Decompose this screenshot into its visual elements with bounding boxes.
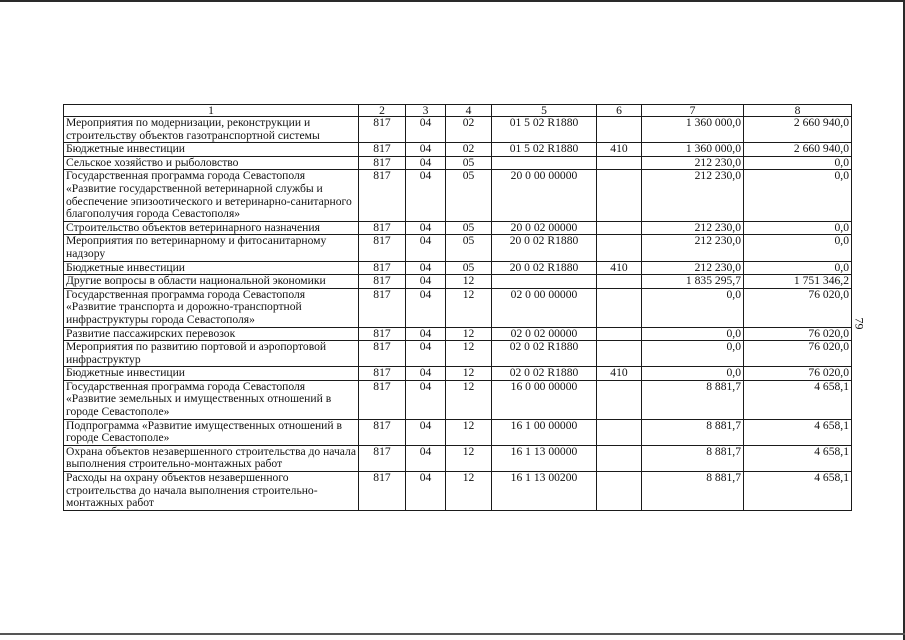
row-name: Расходы на охрану объектов незавершенного строительства до начала выполнения строительно-монтажных работ — [64, 472, 359, 511]
row-amount-1: 212 230,0 — [642, 156, 744, 170]
row-target-code: 16 1 00 00000 — [492, 419, 597, 445]
row-amount-2: 4 658,1 — [744, 472, 852, 511]
header-cell-2: 2 — [359, 105, 406, 117]
row-amount-2: 0,0 — [744, 170, 852, 221]
header-cell-8: 8 — [744, 105, 852, 117]
row-name: Бюджетные инвестиции — [64, 143, 359, 157]
header-cell-6: 6 — [597, 105, 642, 117]
row-expense-type — [597, 288, 642, 327]
row-subsection-code: 12 — [446, 288, 492, 327]
row-ministry-code: 817 — [359, 156, 406, 170]
row-section-code: 04 — [406, 327, 446, 341]
row-section-code: 04 — [406, 143, 446, 157]
row-amount-1: 8 881,7 — [642, 472, 744, 511]
row-name: Охрана объектов незавершенного строительства до начала выполнения строительно-монтажных работ — [64, 445, 359, 471]
row-ministry-code: 817 — [359, 170, 406, 221]
row-expense-type — [597, 235, 642, 261]
row-target-code: 16 1 13 00200 — [492, 472, 597, 511]
row-name: Государственная программа города Севастополя «Развитие государственной ветеринарной службы и обеспечение эпизоотического и ветеринарно-санитарного благополучия города Севастополя» — [64, 170, 359, 221]
row-section-code: 04 — [406, 221, 446, 235]
row-ministry-code: 817 — [359, 235, 406, 261]
table-row — [64, 380, 852, 419]
row-amount-2: 0,0 — [744, 156, 852, 170]
row-target-code: 20 0 00 00000 — [492, 170, 597, 221]
row-section-code: 04 — [406, 367, 446, 381]
row-ministry-code: 817 — [359, 261, 406, 275]
row-target-code — [492, 156, 597, 170]
table-row — [64, 288, 852, 327]
budget-table — [63, 104, 852, 511]
row-amount-1: 8 881,7 — [642, 380, 744, 419]
row-amount-1: 0,0 — [642, 341, 744, 367]
row-expense-type — [597, 117, 642, 143]
row-name: Подпрограмма «Развитие имущественных отношений в городе Севастополе» — [64, 419, 359, 445]
row-amount-1: 0,0 — [642, 367, 744, 381]
row-amount-1: 1 360 000,0 — [642, 143, 744, 157]
row-target-code: 02 0 02 00000 — [492, 327, 597, 341]
row-name: Развитие пассажирских перевозок — [64, 327, 359, 341]
row-ministry-code: 817 — [359, 445, 406, 471]
row-target-code: 16 0 00 00000 — [492, 380, 597, 419]
row-name: Мероприятия по ветеринарному и фитосанитарному надзору — [64, 235, 359, 261]
row-section-code: 04 — [406, 275, 446, 289]
row-section-code: 04 — [406, 156, 446, 170]
row-name: Сельское хозяйство и рыболовство — [64, 156, 359, 170]
table-row — [64, 419, 852, 445]
row-expense-type — [597, 327, 642, 341]
table-row — [64, 275, 852, 289]
row-amount-2: 1 751 346,2 — [744, 275, 852, 289]
header-cell-3: 3 — [406, 105, 446, 117]
row-subsection-code: 02 — [446, 117, 492, 143]
row-expense-type — [597, 170, 642, 221]
row-subsection-code: 05 — [446, 156, 492, 170]
row-amount-2: 0,0 — [744, 261, 852, 275]
row-subsection-code: 05 — [446, 170, 492, 221]
row-expense-type: 410 — [597, 367, 642, 381]
table-row — [64, 170, 852, 221]
row-ministry-code: 817 — [359, 221, 406, 235]
row-expense-type — [597, 419, 642, 445]
row-target-code: 02 0 02 R1880 — [492, 367, 597, 381]
row-ministry-code: 817 — [359, 327, 406, 341]
row-amount-2: 4 658,1 — [744, 445, 852, 471]
header-cell-7: 7 — [642, 105, 744, 117]
row-expense-type: 410 — [597, 261, 642, 275]
row-name: Строительство объектов ветеринарного назначения — [64, 221, 359, 235]
row-subsection-code: 12 — [446, 367, 492, 381]
row-amount-2: 76 020,0 — [744, 327, 852, 341]
table-header-row — [64, 105, 852, 117]
row-amount-1: 212 230,0 — [642, 170, 744, 221]
row-subsection-code: 05 — [446, 261, 492, 275]
row-subsection-code: 12 — [446, 327, 492, 341]
table-row — [64, 367, 852, 381]
row-amount-2: 76 020,0 — [744, 367, 852, 381]
row-subsection-code: 12 — [446, 380, 492, 419]
header-cell-5: 5 — [492, 105, 597, 117]
row-ministry-code: 817 — [359, 419, 406, 445]
row-ministry-code: 817 — [359, 472, 406, 511]
row-name: Другие вопросы в области национальной экономики — [64, 275, 359, 289]
row-target-code: 02 0 02 R1880 — [492, 341, 597, 367]
row-subsection-code: 12 — [446, 341, 492, 367]
table-row — [64, 472, 852, 511]
row-section-code: 04 — [406, 380, 446, 419]
row-amount-2: 0,0 — [744, 221, 852, 235]
row-section-code: 04 — [406, 419, 446, 445]
row-section-code: 04 — [406, 341, 446, 367]
row-amount-2: 2 660 940,0 — [744, 117, 852, 143]
row-target-code: 02 0 00 00000 — [492, 288, 597, 327]
row-amount-2: 4 658,1 — [744, 380, 852, 419]
table-row — [64, 341, 852, 367]
row-section-code: 04 — [406, 445, 446, 471]
row-ministry-code: 817 — [359, 367, 406, 381]
row-section-code: 04 — [406, 170, 446, 221]
row-name: Бюджетные инвестиции — [64, 367, 359, 381]
row-amount-1: 8 881,7 — [642, 445, 744, 471]
row-expense-type — [597, 380, 642, 419]
table-row — [64, 143, 852, 157]
row-amount-1: 212 230,0 — [642, 221, 744, 235]
row-amount-2: 0,0 — [744, 235, 852, 261]
row-ministry-code: 817 — [359, 275, 406, 289]
row-section-code: 04 — [406, 235, 446, 261]
row-amount-1: 212 230,0 — [642, 261, 744, 275]
row-expense-type — [597, 275, 642, 289]
table-row — [64, 156, 852, 170]
row-target-code: 20 0 02 R1880 — [492, 235, 597, 261]
row-subsection-code: 12 — [446, 419, 492, 445]
row-subsection-code: 12 — [446, 445, 492, 471]
header-cell-1: 1 — [64, 105, 359, 117]
row-target-code: 16 1 13 00000 — [492, 445, 597, 471]
table-row — [64, 261, 852, 275]
row-name: Государственная программа города Севастополя «Развитие земельных и имущественных отношений в городе Севастополе» — [64, 380, 359, 419]
row-section-code: 04 — [406, 288, 446, 327]
row-subsection-code: 05 — [446, 221, 492, 235]
header-cell-4: 4 — [446, 105, 492, 117]
row-amount-1: 0,0 — [642, 288, 744, 327]
row-amount-1: 212 230,0 — [642, 235, 744, 261]
row-section-code: 04 — [406, 117, 446, 143]
row-target-code — [492, 275, 597, 289]
row-ministry-code: 817 — [359, 117, 406, 143]
row-section-code: 04 — [406, 472, 446, 511]
row-ministry-code: 817 — [359, 380, 406, 419]
row-subsection-code: 05 — [446, 235, 492, 261]
row-name: Мероприятия по модернизации, реконструкции и строительству объектов газотранспортной системы — [64, 117, 359, 143]
row-expense-type: 410 — [597, 143, 642, 157]
row-name: Бюджетные инвестиции — [64, 261, 359, 275]
row-amount-2: 76 020,0 — [744, 288, 852, 327]
row-target-code: 20 0 02 00000 — [492, 221, 597, 235]
row-ministry-code: 817 — [359, 143, 406, 157]
row-amount-1: 1 360 000,0 — [642, 117, 744, 143]
row-target-code: 20 0 02 R1880 — [492, 261, 597, 275]
scan-border-bottom — [0, 633, 905, 635]
row-target-code: 01 5 02 R1880 — [492, 143, 597, 157]
scan-border-top — [0, 0, 905, 2]
row-name: Государственная программа города Севастополя «Развитие транспорта и дорожно-транспортной инфраструктуры города Севастополя» — [64, 288, 359, 327]
row-subsection-code: 12 — [446, 472, 492, 511]
row-subsection-code: 12 — [446, 275, 492, 289]
row-amount-1: 0,0 — [642, 327, 744, 341]
row-amount-2: 2 660 940,0 — [744, 143, 852, 157]
table-row — [64, 445, 852, 471]
row-expense-type — [597, 156, 642, 170]
row-expense-type — [597, 445, 642, 471]
page-number: 79 — [852, 317, 867, 330]
row-amount-2: 76 020,0 — [744, 341, 852, 367]
row-amount-1: 1 835 295,7 — [642, 275, 744, 289]
row-expense-type — [597, 221, 642, 235]
row-section-code: 04 — [406, 261, 446, 275]
table-row — [64, 327, 852, 341]
table-row — [64, 235, 852, 261]
row-target-code: 01 5 02 R1880 — [492, 117, 597, 143]
table-row — [64, 221, 852, 235]
row-amount-1: 8 881,7 — [642, 419, 744, 445]
row-name: Мероприятия по развитию портовой и аэропортовой инфраструктур — [64, 341, 359, 367]
row-expense-type — [597, 472, 642, 511]
row-expense-type — [597, 341, 642, 367]
row-ministry-code: 817 — [359, 288, 406, 327]
table-row — [64, 117, 852, 143]
row-subsection-code: 02 — [446, 143, 492, 157]
row-amount-2: 4 658,1 — [744, 419, 852, 445]
row-ministry-code: 817 — [359, 341, 406, 367]
